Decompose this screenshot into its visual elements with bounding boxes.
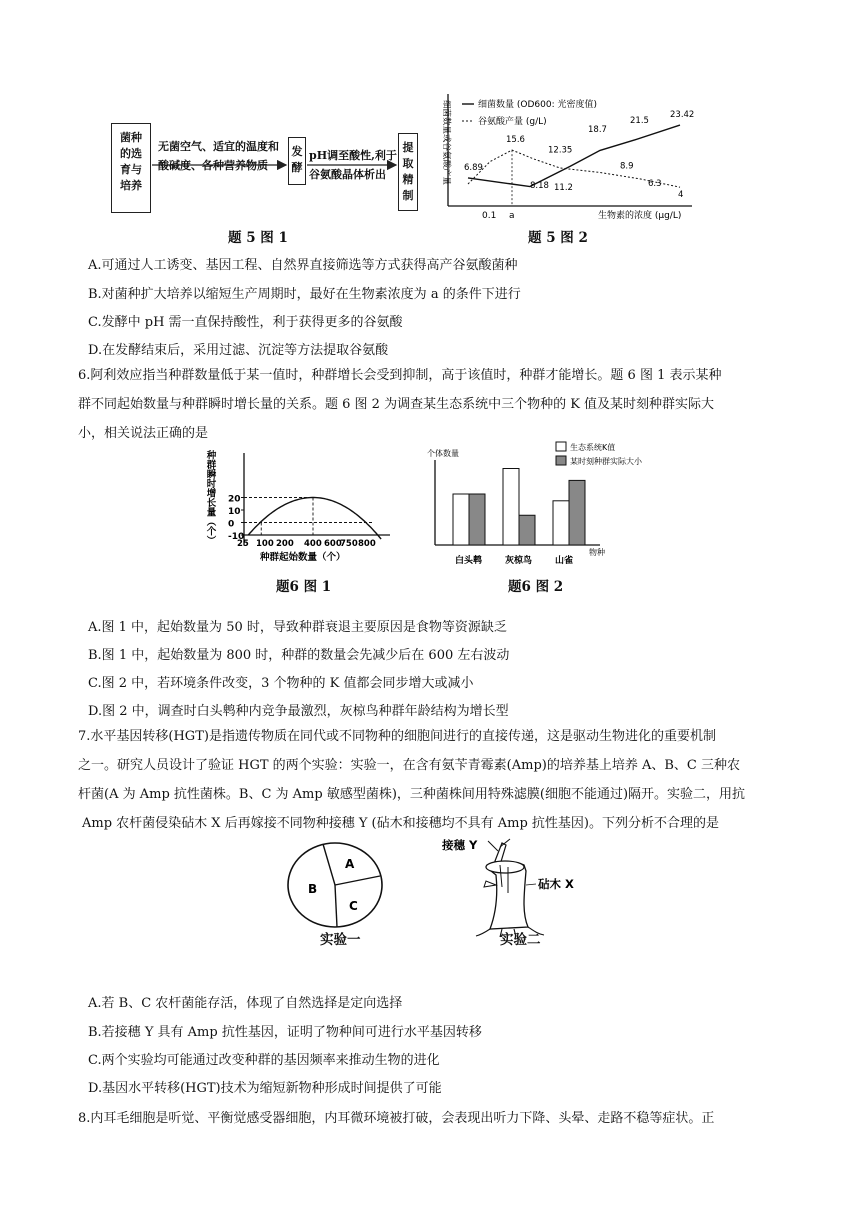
q5-fig1-caption: 题 5 图 1 xyxy=(228,230,288,246)
q6-fig1-xtick-label: 25 xyxy=(237,539,249,549)
region-a-label: A xyxy=(345,857,355,871)
q6-stem-line1: 6.阿利效应指当种群数量低于某一值时，种群增长会受到抑制，高于该值时，种群才能增长。题 6 图 1 表示某种 xyxy=(78,368,722,383)
q6-fig2-legend-actual: 某时刻种群实际大小 xyxy=(570,457,642,466)
q7-fig1-dish xyxy=(285,838,390,938)
q8-stem-line1: 8.内耳毛细胞是听觉、平衡觉感受器细胞，内耳微环境被打破，会表现出听力下降、头晕、走路不稳等症状。正 xyxy=(78,1111,715,1126)
q6-fig1-caption: 题6 图 1 xyxy=(276,579,332,595)
q6-fig1-ytick-label: 20 xyxy=(228,494,241,505)
q7-fig1-caption: 实验一 xyxy=(320,932,361,948)
q5-fig2-ylabel: 细菌数量或谷氨酸产量 xyxy=(441,100,451,186)
q5-fig2-xtick-2: a xyxy=(509,211,515,221)
q6-fig2-legend-actual-swatch xyxy=(556,456,566,465)
q7-stem-line3: 杆菌(A 为 Amp 抗性菌株。B、C 为 Amp 敏感型菌株)，三种菌株间用特殊滤膜(细胞不能通过)隔开。实验二，用抗 xyxy=(78,787,746,802)
q5-data-label: 15.6 xyxy=(506,135,525,146)
q6-fig2-bar-k xyxy=(503,469,519,546)
q5-option-b: B.对菌种扩大培养以缩短生产周期时，最好在生物素浓度为 a 的条件下进行 xyxy=(88,287,521,302)
q6-option-d: D.图 2 中，调查时白头鹎种内竞争最激烈，灰椋鸟种群年龄结构为增长型 xyxy=(88,704,509,719)
rootstock-label: 砧木 X xyxy=(538,877,574,891)
q6-fig2-legend-k-swatch xyxy=(556,442,566,451)
flow-step2-line1: pH调至酸性,利于 xyxy=(309,149,397,162)
q6-stem xyxy=(78,361,798,448)
q6-fig1-ylabel: 种群瞬时增长量（个） xyxy=(204,450,216,545)
flow-box-ferment-label: 发酵 xyxy=(291,145,303,174)
q6-fig1-ytick-label: 10 xyxy=(228,507,241,517)
q6-fig1-xtick-label: 400 xyxy=(304,539,322,549)
q5-data-label: 12.35 xyxy=(548,145,573,156)
q6-option-b: B.图 1 中，起始数量为 800 时，种群的数量会先减少后在 600 左右波动 xyxy=(88,648,510,663)
q6-fig2-ylabel: 个体数量 xyxy=(427,449,459,458)
q6-fig1-xtick-label: 100 xyxy=(256,539,274,549)
scion-label: 接穗 Y xyxy=(442,838,478,852)
q6-fig2-category-label: 灰椋鸟 xyxy=(505,556,533,566)
q5-data-label: 11.2 xyxy=(554,182,573,193)
q7-stem xyxy=(78,722,798,838)
q6-fig1-xtick-label: 750 xyxy=(340,539,358,549)
q7-option-b: B.若接穗 Y 具有 Amp 抗性基因，证明了物种间可进行水平基因转移 xyxy=(88,1025,482,1040)
q6-stem-line2: 群不同起始数量与种群瞬时增长量的关系。题 6 图 2 为调查某生态系统中三个物种的 K 值及某时刻种群实际大 xyxy=(78,397,715,412)
q7-option-a: A.若 B、C 农杆菌能存活，体现了自然选择是定向选择 xyxy=(88,996,403,1011)
q5-option-c: C.发酵中 pH 需一直保持酸性，利于获得更多的谷氨酸 xyxy=(88,315,403,330)
q5-fig2-xtick-1: 0.1 xyxy=(482,211,497,221)
flow-step2-line2: 谷氨酸晶体析出 xyxy=(309,168,386,181)
q6-fig1-curve xyxy=(248,498,381,540)
region-c-label: C xyxy=(349,899,358,913)
q6-fig1-ytick-label: 0 xyxy=(228,519,235,530)
q6-fig2-bar-k xyxy=(453,494,469,545)
q5-data-label: 23.42 xyxy=(670,110,695,121)
q6-stem-line3: 小，相关说法正确的是 xyxy=(78,426,209,441)
q6-fig2-caption: 题6 图 2 xyxy=(508,579,564,595)
q6-fig1-chart xyxy=(200,445,400,570)
q6-fig2-legend-k: 生态系统K值 xyxy=(570,443,616,452)
region-b-label: B xyxy=(308,882,318,896)
q6-fig1-xtick-label: 600 xyxy=(324,539,342,549)
q7-fig2-caption: 实验二 xyxy=(500,932,541,948)
q5-fig2-legend-dashed: 谷氨酸产量 (g/L) xyxy=(478,117,547,127)
q6-fig2-bar-k xyxy=(553,501,569,545)
q6-option-c: C.图 2 中，若环境条件改变，3 个物种的 K 值都会同步增大或减小 xyxy=(88,676,474,691)
q6-fig1-xtick-label: 800 xyxy=(358,539,376,549)
q5-data-label: 6.89 xyxy=(464,162,483,173)
q6-fig2-category-label: 白头鹎 xyxy=(455,556,483,566)
q5-data-label: 21.5 xyxy=(630,116,649,127)
q5-option-d: D.在发酵结束后，采用过滤、沉淀等方法提取谷氨酸 xyxy=(88,343,389,358)
q6-fig1-ytick-label: -10 xyxy=(228,532,245,542)
q5-data-label: 4 xyxy=(678,190,684,201)
flow-box-strain-label: 菌种的选育与培养 xyxy=(120,131,142,192)
q6-fig2-bar-actual xyxy=(569,480,585,545)
q6-fig2-bar-actual xyxy=(519,515,535,545)
q7-option-c: C.两个实验均可能通过改变种群的基因频率来推动生物的进化 xyxy=(88,1053,440,1068)
q6-fig2-chart xyxy=(425,438,645,573)
q5-fig2-xlabel: 生物素的浓度 (μg/L) xyxy=(598,211,682,221)
q7-stem-line4: Amp 农杆菌侵染砧木 X 后再嫁接不同物种接穗 Y (砧木和接穗均不具有 Amp 抗性基因)。下列分析不合理的是 xyxy=(82,816,719,831)
q6-fig2-bar-actual xyxy=(469,494,485,545)
q6-fig1-xtick-label: 200 xyxy=(276,539,294,549)
flow-box-extract-label: 提取精制 xyxy=(402,141,414,202)
q5-fig2-caption: 题 5 图 2 xyxy=(528,230,588,246)
q5-data-label: 8.18 xyxy=(530,180,549,191)
q7-stem-line2: 之一。研究人员设计了验证 HGT 的两个实验：实验一，在含有氨苄青霉素(Amp)的培养基上培养 A、B、C 三种农 xyxy=(78,758,740,773)
flow-step1-line2: 酸碱度、各种营养物质 xyxy=(158,159,268,172)
q6-fig1-xlabel: 种群起始数量（个） xyxy=(260,552,346,563)
q6-fig2-category-label: 山雀 xyxy=(555,556,574,566)
q5-data-label: 8.9 xyxy=(620,161,634,172)
q7-stem-line1: 7.水平基因转移(HGT)是指遗传物质在同代或不同物种的细胞间进行的直接传递，这是驱动生物进化的重要机制 xyxy=(78,729,716,744)
q6-fig2-xlabel: 物种 xyxy=(589,548,605,557)
flow-step1-line1: 无菌空气、适宜的温度和 xyxy=(158,140,279,153)
q5-series-bacteria-line xyxy=(468,125,680,187)
q7-option-d: D.基因水平转移(HGT)技术为缩短新物种形成时间提供了可能 xyxy=(88,1081,442,1096)
q5-data-label: 18.7 xyxy=(588,125,607,136)
q5-fig2-chart xyxy=(430,88,720,223)
q5-option-a: A.可通过人工诱变、基因工程、自然界直接筛选等方式获得高产谷氨酸菌种 xyxy=(88,258,518,273)
q6-option-a: A.图 1 中，起始数量为 50 时，导致种群衰退主要原因是食物等资源缺乏 xyxy=(88,620,507,635)
q5-data-label: 6.3 xyxy=(648,178,662,189)
q5-fig2-legend-solid: 细菌数量 (OD600: 光密度值) xyxy=(478,100,597,110)
